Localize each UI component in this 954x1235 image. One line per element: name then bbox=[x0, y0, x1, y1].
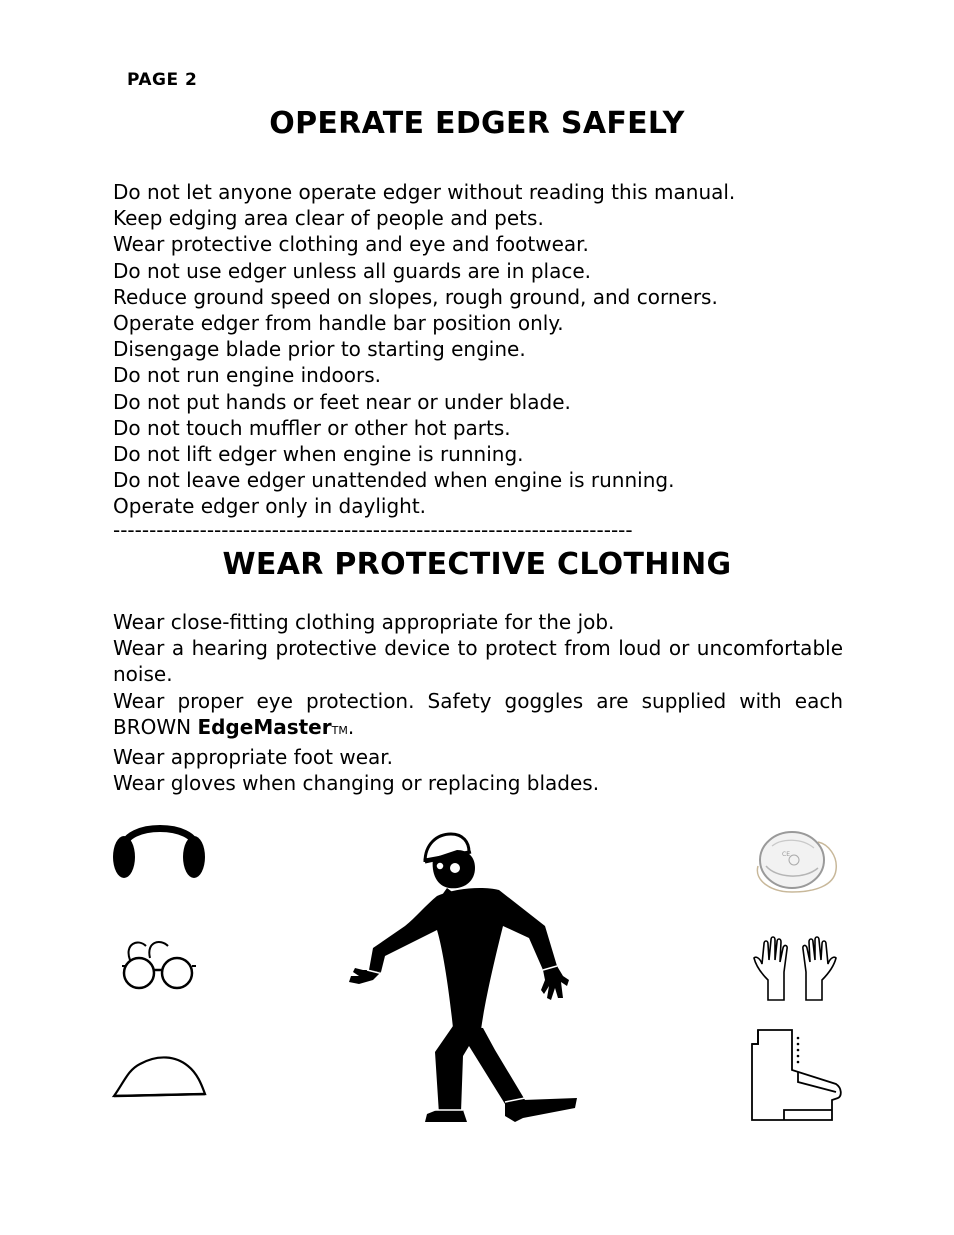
rule-line: Do not run engine indoors. bbox=[113, 363, 382, 388]
brand-name: EdgeMaster bbox=[197, 714, 332, 739]
rule-line: Do not lift edger when engine is running. bbox=[113, 442, 524, 467]
rule-line: Do not let anyone operate edger without reading this manual. bbox=[113, 180, 736, 204]
safety-rules-list bbox=[113, 179, 843, 520]
period: . bbox=[347, 714, 355, 739]
rule-line: Reduce ground speed on slopes, rough ground, and corners. bbox=[113, 284, 718, 309]
rule-line: Keep edging area clear of people and pets. bbox=[113, 206, 544, 231]
section-title-operate-safely: OPERATE EDGER SAFELY bbox=[269, 106, 685, 141]
page-number: PAGE 2 bbox=[127, 70, 198, 90]
rule-line: Operate edger only in daylight. bbox=[113, 494, 427, 519]
protected-worker-figure bbox=[345, 830, 585, 1126]
gloves-icon bbox=[752, 936, 838, 1004]
trademark: TM bbox=[331, 723, 348, 737]
hard-hat-icon bbox=[110, 1052, 210, 1100]
rule-line: Do not put hands or feet near or under blade. bbox=[113, 389, 571, 414]
eye-protection-text: Wear proper eye protection. Safety goggles are supplied with each BROWN bbox=[113, 688, 843, 739]
clothing-instructions bbox=[113, 609, 843, 796]
rule-line: Do not leave edger unattended when engine is running. bbox=[113, 468, 675, 493]
dashed-divider: ------------------------------------------------------------------------ bbox=[113, 518, 633, 542]
rule-line: Do not touch muffler or other hot parts. bbox=[113, 415, 511, 440]
safety-glasses-icon bbox=[120, 936, 198, 994]
clothing-line: Wear a hearing protective device to protect from loud or uncomfortable noise. bbox=[113, 636, 843, 687]
rule-line: Wear protective clothing and eye and footwear. bbox=[113, 232, 589, 257]
dust-mask-icon bbox=[752, 826, 840, 898]
work-boots-icon bbox=[748, 1026, 844, 1124]
clothing-line: Wear gloves when changing or replacing blades. bbox=[113, 771, 600, 796]
svg-text:CE: CE bbox=[782, 851, 790, 858]
clothing-line: Wear close-fitting clothing appropriate for the job. bbox=[113, 610, 615, 634]
rule-line: Do not use edger unless all guards are in place. bbox=[113, 258, 592, 283]
rule-line: Disengage blade prior to starting engine. bbox=[113, 337, 526, 362]
clothing-line: Wear appropriate foot wear. bbox=[113, 745, 394, 770]
section-title-protective-clothing: WEAR PROTECTIVE CLOTHING bbox=[222, 547, 732, 582]
rule-line: Operate edger from handle bar position only. bbox=[113, 311, 564, 336]
ear-muffs-icon bbox=[110, 818, 210, 882]
clothing-line bbox=[113, 688, 843, 744]
